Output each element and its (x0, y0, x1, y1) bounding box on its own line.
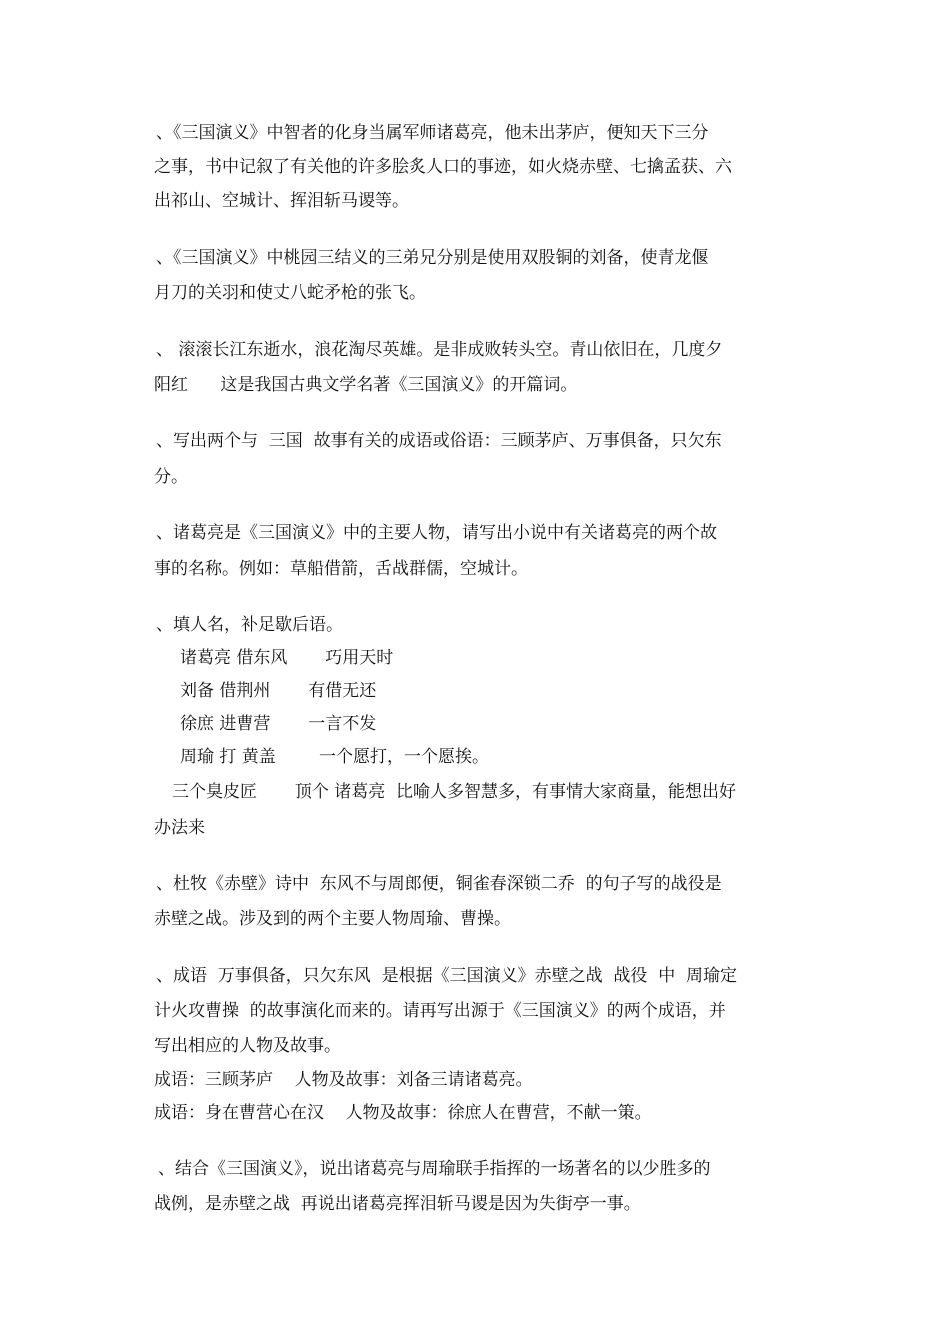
text-line: 事的名称。例如：草船借箭，舌战群儒，空城计。 (154, 559, 528, 579)
text-line: 写出相应的人物及故事。 (154, 1036, 341, 1056)
text-line: 三个臭皮匠 顶个 诸葛亮 比喻人多智慧多，有事情大家商量，能想出好 (172, 782, 737, 802)
text-line: 、诸葛亮是《三国演义》中的主要人物，请写出小说中有关诸葛亮的两个故 (156, 523, 717, 543)
text-line: 、杜牧《赤壁》诗中 东风不与周郎便，铜雀春深锁二乔 的句子写的战役是 (156, 874, 722, 894)
text-line: 、写出两个与 三国 故事有关的成语或俗语：三顾茅庐、万事俱备，只欠东 (156, 431, 722, 451)
text-line: 、《三国演义》中智者的化身当属军师诸葛亮，他未出茅庐，便知天下三分 (156, 123, 709, 143)
text-line: 、结合《三国演义》，说出诸葛亮与周瑜联手指挥的一场著名的以少胜多的 (158, 1159, 711, 1179)
text-line: 成语：身在曹营心在汉 人物及故事：徐庶人在曹营，不献一策。 (154, 1103, 652, 1123)
text-line: 诸葛亮 借东风 巧用天时 (180, 648, 394, 668)
text-line: 、《三国演义》中桃园三结义的三弟兄分别是使用双股铜的刘备，使青龙偃 (156, 248, 709, 268)
text-line: 刘备 借荆州 有借无还 (180, 681, 377, 701)
text-line: 之事，书中记叙了有关他的许多脍炙人口的事迹，如火烧赤壁、七擒孟获、六 (154, 157, 732, 177)
text-line: 月刀的关羽和使丈八蛇矛枪的张飞。 (154, 283, 426, 303)
text-line: 出祁山、空城计、挥泪斩马谡等。 (154, 191, 409, 211)
text-line: 战例，是赤壁之战 再说出诸葛亮挥泪斩马谡是因为失街亭一事。 (154, 1194, 641, 1214)
text-line: 周瑜 打 黄盖 一个愿打，一个愿挨。 (180, 747, 490, 767)
text-line: 徐庶 进曹营 一言不发 (180, 714, 377, 734)
text-line: 、填人名，补足歇后语。 (156, 615, 343, 635)
text-line: 、 滚滚长江东逝水，浪花淘尽英雄。是非成败转头空。青山依旧在，几度夕 (156, 340, 723, 360)
text-line: 阳红 这是我国古典文学名著《三国演义》的开篇词。 (154, 375, 578, 395)
text-line: 成语：三顾茅庐 人物及故事：刘备三请诸葛亮。 (154, 1070, 533, 1090)
text-line: 、成语 万事俱备，只欠东风 是根据《三国演义》赤壁之战 战役 中 周瑜定 (156, 966, 738, 986)
text-line: 分。 (154, 467, 188, 487)
text-line: 计火攻曹操 的故事演化而来的。请再写出源于《三国演义》的两个成语，并 (154, 1001, 726, 1021)
text-line: 办法来 (154, 818, 205, 838)
text-line: 赤壁之战。涉及到的两个主要人物周瑜、曹操。 (154, 909, 511, 929)
